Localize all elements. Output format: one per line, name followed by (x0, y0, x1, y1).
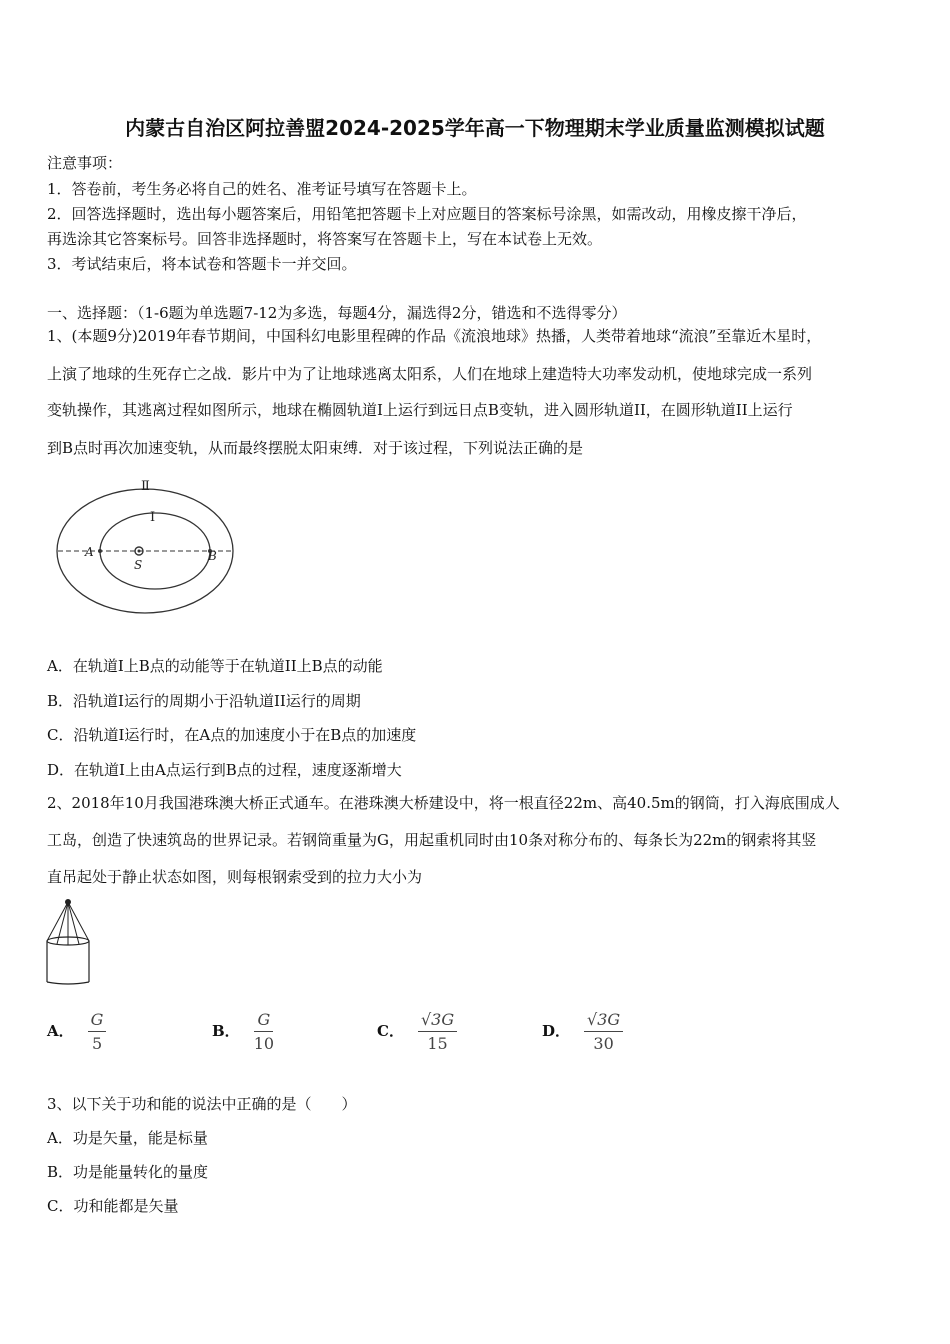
q3-stem: 3、以下关于功和能的说法中正确的是（ ） (47, 1095, 357, 1113)
notice-item: 3．考试结束后，将本试卷和答题卡一并交回。 (47, 255, 357, 273)
q1-stem-line: 上演了地球的生死存亡之战．影片中为了让地球逃离太阳系，人们在地球上建造特大功率发动机，使地球完成一系列 (47, 365, 813, 383)
q1-option-c: C．沿轨道I运行时，在A点的加速度小于在B点的加速度 (47, 726, 417, 744)
q2-stem-line: 直吊起处于静止状态如图，则每根钢索受到的拉力大小为 (47, 868, 423, 886)
q1-stem-line: 变轨操作，其逃离过程如图所示，地球在椭圆轨道I上运行到远日点B变轨，进入圆形轨道II，在圆形轨道II上运行 (47, 401, 793, 419)
q2-option-d: D． $\frac{√3G}{30}$ (542, 1010, 623, 1053)
q1-stem-line: 1、(本题9分)2019年春节期间，中国科幻电影里程碑的作品《流浪地球》热播，人类带着地球“流浪”至靠近木星时， (47, 327, 822, 345)
q3-option-b: B．功是能量转化的量度 (47, 1163, 209, 1181)
steel-cylinder-figure (44, 896, 96, 988)
q2-stem-line: 2、2018年10月我国港珠澳大桥正式通车。在港珠澳大桥建设中，将一根直径22m、高40.5m的钢筒，打入海底围成人 (47, 794, 840, 812)
q2-stem-line: 工岛，创造了快速筑岛的世界记录。若钢筒重量为G，用起重机同时由10条对称分布的、每条长为22m的钢索将其竖 (47, 831, 817, 849)
q1-option-b: B．沿轨道I运行的周期小于沿轨道II运行的周期 (47, 692, 361, 710)
orbit-2-label: Ⅱ (141, 479, 150, 494)
q2-option-a: A． $\frac{G}{5}$ (47, 1010, 106, 1053)
q2-option-b: B． $\frac{G}{10}$ (212, 1010, 275, 1053)
notice-item: 1．答卷前，考生务必将自己的姓名、准考证号填写在答题卡上。 (47, 180, 477, 198)
q1-option-d: D．在轨道I上由A点运行到B点的过程，速度逐渐增大 (47, 761, 402, 779)
q3-option-a: A．功是矢量，能是标量 (47, 1129, 208, 1147)
sun-label: S (134, 558, 143, 572)
point-b-label: B (208, 549, 217, 563)
notice-item: 再选涂其它答案标号。回答非选择题时，将答案写在答题卡上，写在本试卷上无效。 (47, 230, 603, 248)
orbit-diagram (44, 474, 234, 614)
page-title: 内蒙古自治区阿拉善盟2024-2025学年高一下物理期末学业质量监测模拟试题 (125, 116, 825, 140)
orbit-1-label: I (150, 510, 156, 525)
notice-item: 2．回答选择题时，选出每小题答案后，用铅笔把答题卡上对应题目的答案标号涂黑，如需改动，用橡皮擦干净后， (47, 205, 807, 223)
section-heading: 一、选择题：（1-6题为单选题7-12为多选，每题4分，漏选得2分，错选和不选得零分） (47, 304, 627, 322)
notice-heading: 注意事项： (47, 154, 123, 172)
q1-option-a: A．在轨道I上B点的动能等于在轨道II上B点的动能 (47, 657, 383, 675)
q1-stem-line: 到B点时再次加速变轨，从而最终摆脱太阳束缚．对于该过程，下列说法正确的是 (47, 439, 584, 457)
point-a-marker (98, 549, 102, 553)
q3-option-c: C．功和能都是矢量 (47, 1197, 179, 1215)
point-a-label: A (85, 545, 94, 559)
q2-option-c: C． $\frac{√3G}{15}$ (377, 1010, 457, 1053)
